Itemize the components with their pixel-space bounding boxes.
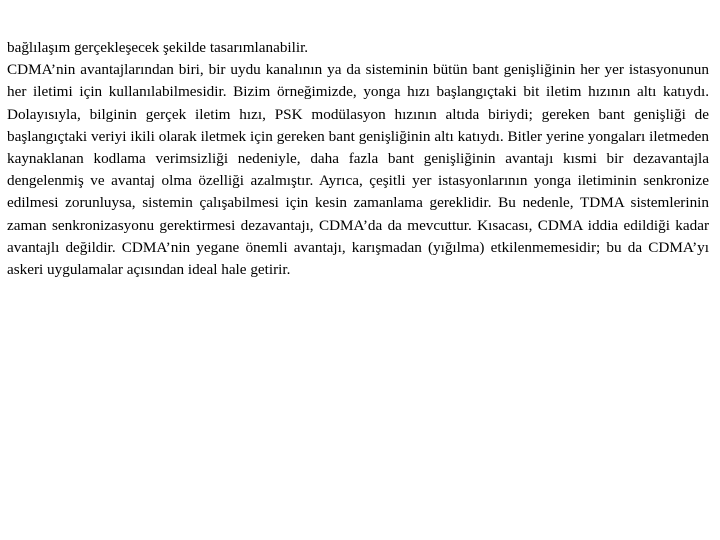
cdma-paragraph: CDMA’nin avantajlarından biri, bir uydu kanalının ya da sisteminin bütün bant genişliğinin her yer istasyonunun her iletimi için kullanılabilmesidir. Bizim örneğimizde, yonga hızı başlangıçtaki bit iletim hızının altı katıydı. Dolayısıyla, bilginin gerçek iletim hızı, PSK modülasyon hızının altıda biriydi; gereken bant genişliği de başlangıçtaki veriyi ikili olarak iletmek için gereken bant genişliğinin altı katıydı. Bitler yerine yongaları iletmeden kaynaklanan kodlama verimsizliği nedeniyle, daha fazla bant genişliğinin avantajı kısmi bir dezavantajla dengelenmiş ve avantaj olma özelliği azalmıştır. Ayrıca, çeşitli yer istasyonlarının yonga iletiminin senkronize edilmesi zorunluysa, sistemin çalışabilmesi için kesin zamanlama gereklidir. Bu nedenle, TDMA sistemlerinin zaman senkronizasyonu gerektirmesi dezavantajı, CDMA’da da mevcuttur. Kısacası, CDMA iddia edildiği kadar avantajlı değildir. CDMA’nin yegane önemli avantajı, karışmadan (yığılma) etkilenmemesidir; bu da CDMA’yı askeri uygulamalar açısından ideal hale getirir. <box>7 61 709 279</box>
continued-sentence: bağlılaşım gerçekleşecek şekilde tasarımlanabilir. <box>7 39 309 56</box>
document-body <box>7 37 709 281</box>
